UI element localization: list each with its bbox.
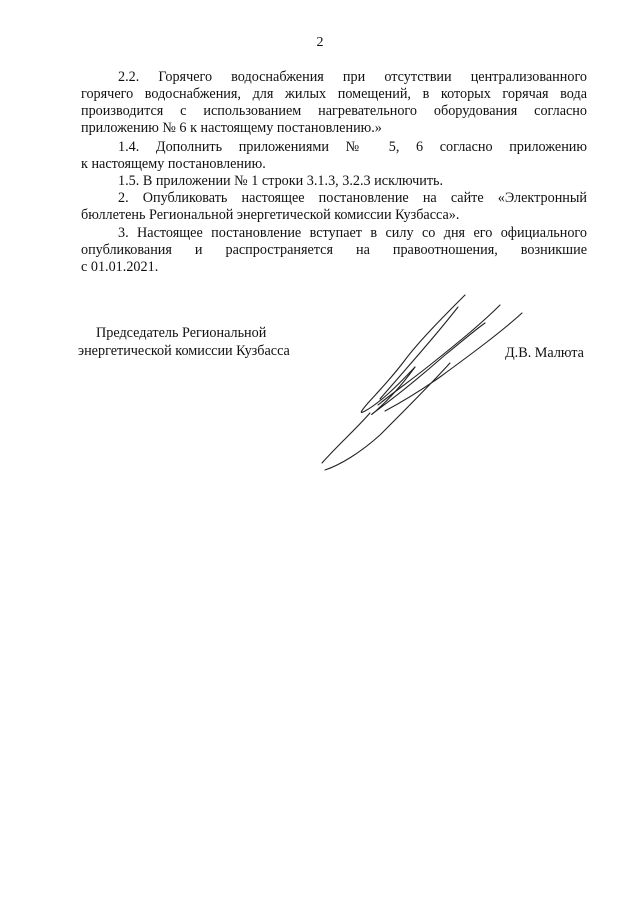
page-number: 2 bbox=[316, 35, 324, 50]
signatory-title-line: энергетической комиссии Кузбасса bbox=[78, 343, 290, 359]
paragraph-line: приложению № 6 к настоящему постановлению.» bbox=[81, 120, 382, 136]
signatory-title-line: Председатель Региональной bbox=[96, 325, 267, 341]
paragraph-line: опубликования и распространяется на правоотношения, возникшие bbox=[81, 242, 587, 258]
paragraph-line: горячего водоснабжения, для жилых помещений, в которых горячая вода bbox=[81, 86, 587, 102]
paragraph-line: 3. Настоящее постановление вступает в силу со дня его официального bbox=[118, 225, 587, 241]
paragraph-line: 2.2. Горячего водоснабжения при отсутствии централизованного bbox=[118, 69, 587, 85]
paragraph-line: с 01.01.2021. bbox=[81, 259, 159, 275]
handwritten-signature bbox=[310, 285, 540, 475]
signatory-name: Д.В. Малюта bbox=[505, 345, 584, 361]
paragraph-line: 1.4. Дополнить приложениями № 5, 6 согласно приложению bbox=[118, 139, 587, 155]
paragraph-line: 1.5. В приложении № 1 строки 3.1.3, 3.2.3 исключить. bbox=[118, 173, 444, 189]
signatory-title bbox=[78, 324, 290, 360]
paragraph-line: к настоящему постановлению. bbox=[81, 156, 266, 172]
paragraph-line: бюллетень Региональной энергетической комиссии Кузбасса». bbox=[81, 207, 460, 223]
paragraph-line: производится с использованием нагревательного оборудования согласно bbox=[81, 103, 587, 119]
paragraph-line: 2. Опубликовать настоящее постановление на сайте «Электронный bbox=[118, 190, 587, 206]
